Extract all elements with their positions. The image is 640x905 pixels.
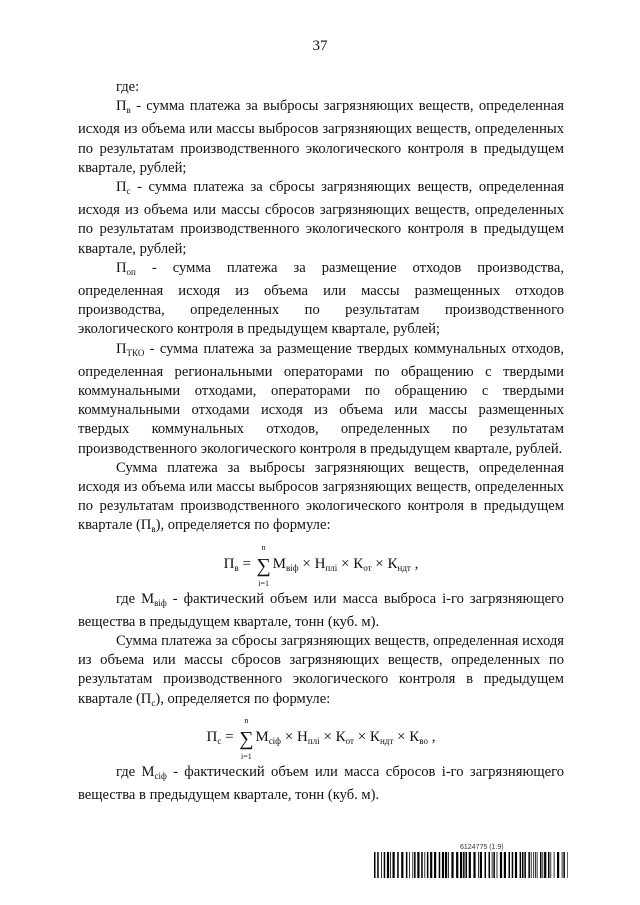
- note-discharges: [78, 763, 564, 805]
- paragraph-emissions-subscript: в: [151, 524, 156, 535]
- formula-lhs: П: [206, 728, 218, 745]
- formula-k-ot-subscript: от: [345, 735, 354, 746]
- where-label: где:: [116, 79, 140, 95]
- formula-times: ×: [298, 555, 315, 572]
- definition-pop-text: - сумма платежа за размещение отходов производства, определенная исходя из объема или массы размещенных отходов производства, определенных по результатам производственного экологического контроля в предыдущем квартале, рублей;: [78, 259, 564, 338]
- formula-k-vo: К: [409, 728, 420, 745]
- barcode: [374, 852, 568, 878]
- formula-emissions: [78, 542, 564, 588]
- formula-equals: =: [238, 555, 255, 572]
- formula-k-ndt-subscript: ндт: [379, 735, 394, 746]
- formula-n: Н: [314, 555, 326, 572]
- formula-times: ×: [319, 728, 336, 745]
- formula-m: М: [255, 728, 269, 745]
- formula-k-ndt: К: [387, 555, 398, 572]
- formula-lhs: П: [223, 555, 235, 572]
- definition-pv-text: - сумма платежа за выбросы загрязняющих веществ, определенная исходя из объема или массы выбросов загрязняющих веществ, определенных по результатам производственного экологического контроля в предыдущем квартале, рублей;: [78, 98, 564, 176]
- paragraph-emissions-intro: [78, 459, 564, 540]
- note-emissions-subscript: вiф: [154, 597, 167, 608]
- formula-lhs-subscript: в: [234, 562, 239, 573]
- symbol-pv-subscript: в: [126, 105, 131, 116]
- symbol-pc: П: [116, 179, 127, 196]
- paragraph-emissions-end: ), определяется по формуле:: [155, 517, 331, 534]
- formula-comma: ,: [410, 555, 419, 572]
- sigma-upper-limit: n: [244, 715, 249, 725]
- symbol-pop-subscript: оп: [126, 266, 136, 277]
- definition-pc: [78, 178, 564, 259]
- symbol-pv: П: [116, 98, 127, 115]
- paragraph-discharges-subscript: с: [151, 697, 156, 708]
- formula-k-ndt: К: [369, 728, 380, 745]
- sigma-glyph: ∑: [239, 727, 254, 750]
- definition-pop: [78, 259, 564, 340]
- paragraph-discharges-intro: [78, 632, 564, 713]
- definition-pc-text: - сумма платежа за сбросы загрязняющих веществ, определенная исходя из объема или массы сбросов загрязняющих веществ, определенных по результатам производственного экологического контроля в предыдущем квартале, рублей;: [78, 179, 564, 257]
- symbol-pop: П: [116, 259, 127, 276]
- definition-ptko-text: - сумма платежа за размещение твердых коммунальных отходов, определенная региональными операторами по обращению с твердыми коммунальными отходами, операторами по обращению с твердыми коммунальными отходами исходя из объема или массы размещенных твердых коммунальных отходов, определенных по результатам производственного экологического контроля в предыдущем квартале, рублей.: [78, 340, 564, 457]
- formula-times: ×: [393, 728, 410, 745]
- document-body: [78, 78, 564, 805]
- note-discharges-prefix: где М: [116, 763, 155, 780]
- note-emissions: [78, 590, 564, 632]
- formula-k-ot: К: [353, 555, 364, 572]
- symbol-ptko: П: [116, 340, 127, 357]
- sigma-symbol: [255, 542, 273, 588]
- formula-discharges: [78, 715, 564, 761]
- formula-lhs-subscript: с: [217, 735, 222, 746]
- sigma-lower-limit: i=1: [240, 751, 252, 761]
- formula-n: Н: [296, 728, 308, 745]
- formula-n-subscript: плi: [307, 735, 320, 746]
- symbol-pc-subscript: с: [126, 186, 131, 197]
- definition-pv: [78, 97, 564, 178]
- formula-times: ×: [371, 555, 388, 572]
- sigma-glyph: ∑: [256, 554, 271, 577]
- formula-k-vo-subscript: во: [419, 735, 428, 746]
- formula-m-subscript: вiф: [286, 562, 299, 573]
- formula-m-subscript: сiф: [268, 735, 282, 746]
- note-emissions-text: - фактический объем или масса выброса i-го загрязняющего вещества в предыдущем квартале, тонн (куб. м).: [78, 590, 564, 630]
- paragraph-discharges-text: Сумма платежа за сбросы загрязняющих веществ, определенная исходя из объема или массы сбросов загрязняющих веществ, определенных по результатам производственного экологического контроля в предыдущем квартале (П: [78, 633, 564, 707]
- formula-k-ot: К: [335, 728, 346, 745]
- paragraph-discharges-end: ), определяется по формуле:: [155, 690, 331, 707]
- symbol-ptko-subscript: ТКО: [126, 347, 145, 358]
- sigma-upper-limit: n: [261, 542, 266, 552]
- formula-times: ×: [337, 555, 354, 572]
- note-emissions-prefix: где М: [116, 590, 155, 607]
- formula-k-ndt-subscript: ндт: [397, 562, 411, 573]
- sigma-symbol: [237, 715, 255, 761]
- paragraph-emissions-text: Сумма платежа за выбросы загрязняющих веществ, определенная исходя из объема или массы выбросов загрязняющих веществ, определенных по результатам производственного экологического контроля в предыдущем квартале (П: [78, 459, 564, 534]
- formula-equals: =: [221, 728, 238, 745]
- formula-k-ot-subscript: от: [363, 562, 372, 573]
- formula-m: М: [272, 555, 287, 572]
- formula-times: ×: [353, 728, 370, 745]
- formula-times: ×: [281, 728, 297, 745]
- formula-n-subscript: плi: [325, 562, 338, 573]
- definition-ptko: [78, 340, 564, 459]
- sigma-lower-limit: i=1: [258, 578, 270, 588]
- note-discharges-subscript: сiф: [154, 770, 167, 781]
- page-number: 37: [312, 38, 328, 54]
- document-code: 6124775 (1.9): [460, 844, 504, 851]
- formula-comma: ,: [427, 728, 436, 745]
- note-discharges-text: - фактический объем или масса сбросов i-го загрязняющего вещества в предыдущем квартале, тонн (куб. м).: [78, 763, 564, 804]
